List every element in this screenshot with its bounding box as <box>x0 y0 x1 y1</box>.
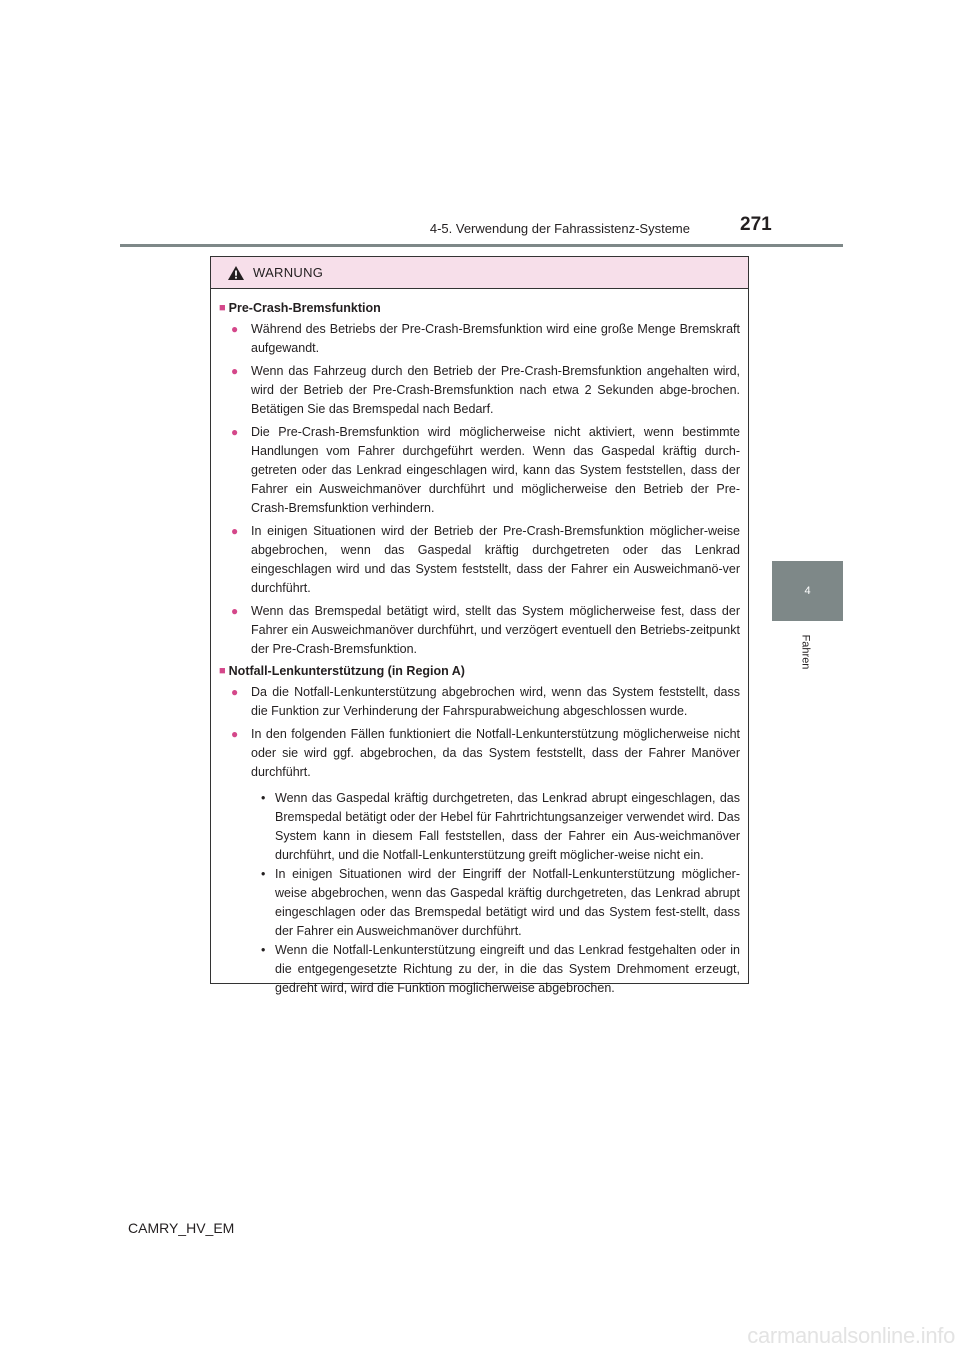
sub-list-item-text: Wenn die Notfall-Lenkunterstützung eingreift und das Lenkrad festgehalten oder in die entgegengesetzte Richtung zu der, in die das System Drehmoment erzeugt, gedreht wird, wird die Funktion möglicherweise abgebrochen. <box>275 943 740 995</box>
sub-list-item-text: In einigen Situationen wird der Eingriff der Notfall-Lenkunterstützung möglicher-weise abgebrochen, wenn das Gaspedal kräftig durchgetreten, das Lenkrad abrupt eingeschlagen oder das Bremspedal betätigt wird und das System fest-stellt, dass der Fahrer ein Ausweichmanöver durchführt. <box>275 867 740 938</box>
sub-list-item <box>261 941 740 998</box>
sub-list-item <box>261 789 740 865</box>
warning-title: WARNUNG <box>253 265 324 280</box>
list-item-text: Während des Betriebs der Pre-Crash-Bremsfunktion wird eine große Menge Bremskraft aufgewandt. <box>251 322 740 355</box>
sub-list-item-text: Wenn das Gaspedal kräftig durchgetreten, das Lenkrad abrupt eingeschlagen, das Bremspedal betätigt oder der Hebel für Fahrtrichtungsanzeiger verwendet wird. Das System kann in diesem Fall feststellen, dass der Fahrer ein Aus-weichmanöver durchführt, und die Notfall-Lenkunterstützung greift möglicher-weise nicht ein. <box>275 791 740 862</box>
small-bullet-icon: • <box>261 791 266 805</box>
chapter-label <box>790 630 820 674</box>
list-item <box>231 522 740 598</box>
warning-body <box>211 289 748 998</box>
list-item <box>231 362 740 419</box>
list-item <box>231 725 740 782</box>
list-item <box>231 602 740 659</box>
circle-bullet-icon: ● <box>231 727 239 741</box>
section-title <box>219 300 740 316</box>
square-bullet-icon: ■ <box>219 302 226 314</box>
list-item-text: Die Pre-Crash-Bremsfunktion wird möglicherweise nicht aktiviert, wenn bestimmte Handlungen vom Fahrer durchgeführt werden. Wenn das Gaspedal kräftig durch-getreten oder das Lenkrad eingeschlagen wird, kann das System feststellen, dass der Fahrer ein Ausweichmanöver durchführt und möglicherweise den Betrieb der Pre-Crash-Bremsfunktion verhindern. <box>251 425 740 515</box>
chapter-label-text: Fahren <box>799 634 812 670</box>
small-bullet-icon: • <box>261 867 266 881</box>
circle-bullet-icon: ● <box>231 685 239 699</box>
page-number: 271 <box>740 214 772 235</box>
list-item <box>231 320 740 358</box>
section-title <box>219 663 740 679</box>
warning-box <box>210 256 749 995</box>
watermark-link[interactable]: carmanualsonline.info <box>747 1323 955 1348</box>
sub-list-item <box>261 865 740 941</box>
list-item-text: In einigen Situationen wird der Betrieb der Pre-Crash-Bremsfunktion möglicher-weise abgebrochen, wenn das Gaspedal kräftig durchgetreten oder das Lenkrad eingeschlagen wird und das System feststellt, dass der Fahrer ein Ausweichmanö-ver durchführt. <box>251 524 740 595</box>
list-item <box>231 683 740 721</box>
list-item-text: Da die Notfall-Lenkunterstützung abgebrochen wird, wenn das System feststellt, dass die Funktion zur Verhinderung der Fahrspurabweichung abgeschlossen wurde. <box>251 685 740 718</box>
header-rule <box>120 244 843 247</box>
list-item <box>231 423 740 518</box>
list-item-text: In den folgenden Fällen funktioniert die Notfall-Lenkunterstützung möglicherweise nicht oder sie wird ggf. abgebrochen, da das System feststellt, dass der Fahrer Manöver durchführt. <box>251 727 740 779</box>
running-header: 4-5. Verwendung der Fahrassistenz-Systeme <box>429 221 690 236</box>
circle-bullet-icon: ● <box>231 524 239 538</box>
circle-bullet-icon: ● <box>231 604 239 618</box>
small-bullet-icon: • <box>261 943 266 957</box>
section-title-text: Notfall-Lenkunterstützung (in Region A) <box>228 664 465 678</box>
circle-bullet-icon: ● <box>231 322 239 336</box>
circle-bullet-icon: ● <box>231 364 239 378</box>
circle-bullet-icon: ● <box>231 425 239 439</box>
square-bullet-icon: ■ <box>219 665 226 677</box>
chapter-tab: 4 <box>772 561 843 621</box>
document-code: CAMRY_HV_EM <box>128 1220 235 1236</box>
list-item-text: Wenn das Fahrzeug durch den Betrieb der Pre-Crash-Bremsfunktion angehalten wird, wird der Betrieb der Pre-Crash-Bremsfunktion nach etwa 2 Sekunden abge-brochen. Betätigen Sie das Bremspedal nach Bedarf. <box>251 364 740 416</box>
list-item-text: Wenn das Bremspedal betätigt wird, stellt das System möglicherweise fest, dass der Fahrer ein Ausweichmanöver durchführt, und verzögert eventuell den Betriebs-zeitpunkt der Pre-Crash-Bremsfunktion. <box>251 604 740 656</box>
warning-header <box>211 257 748 289</box>
section-title-text: Pre-Crash-Bremsfunktion <box>228 301 381 315</box>
warning-triangle-icon <box>227 265 245 281</box>
